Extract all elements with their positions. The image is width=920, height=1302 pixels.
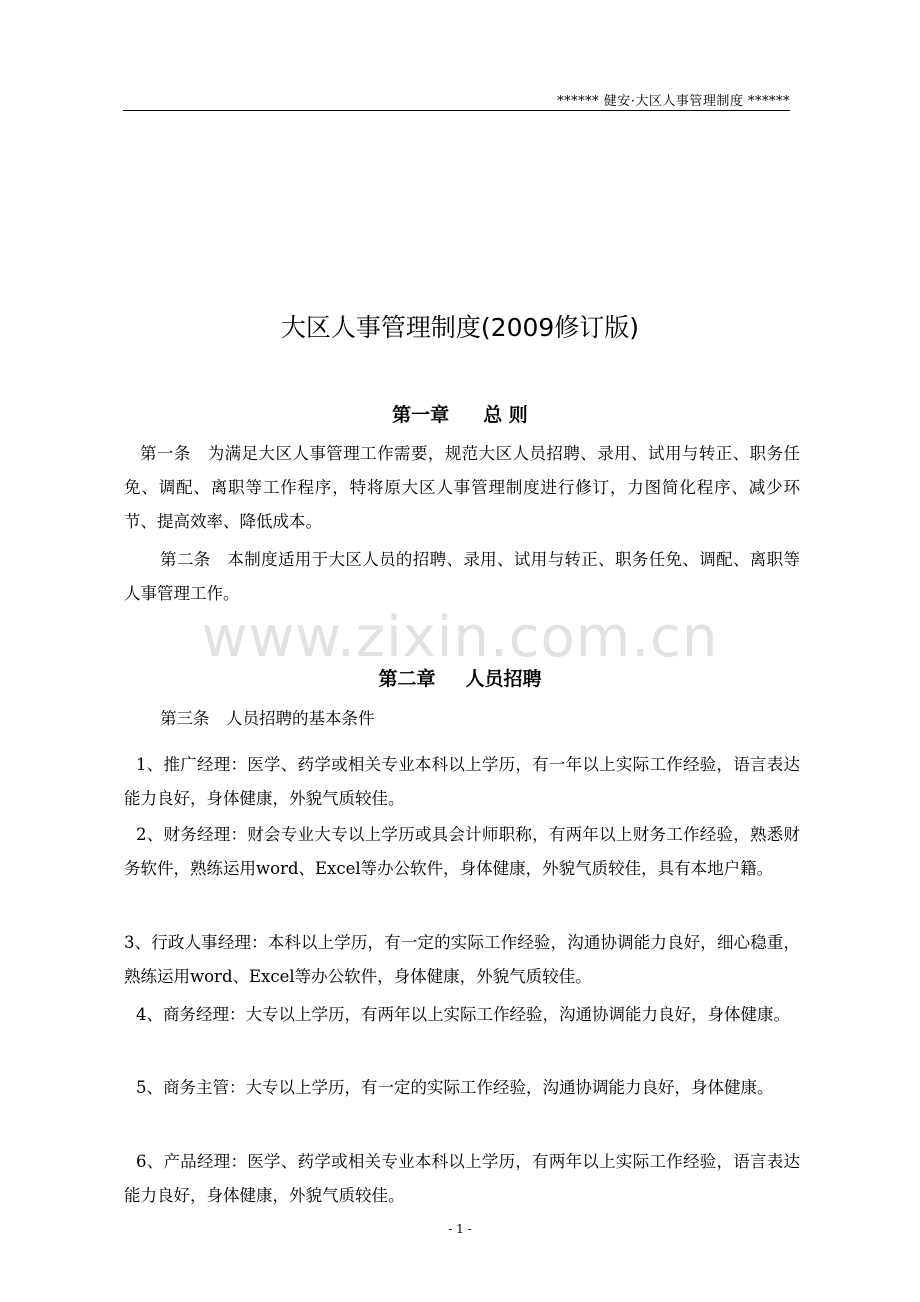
article-3: 第三条 人员招聘的基本条件	[160, 709, 375, 728]
chapter-1-number: 第一章	[392, 404, 450, 426]
list-item: 5、商务主管：大专以上学历，有一定的实际工作经验，沟通协调能力良好，身体健康。	[136, 1078, 774, 1097]
chapter-2-heading	[0, 664, 920, 691]
list-item: 4、商务经理：大专以上学历，有两年以上实际工作经验，沟通协调能力良好，身体健康。	[136, 1005, 790, 1024]
article-2: 第二条 本制度适用于大区人员的招聘、录用、试用与转正、职务任免、调配、离职等人事管理工作。	[124, 550, 800, 603]
page-number: - 1 -	[448, 1222, 472, 1236]
list-item: 1、推广经理：医学、药学或相关专业本科以上学历，有一年以上实际工作经验，语言表达能力良好，身体健康，外貌气质较佳。	[124, 755, 800, 808]
watermark: www.zixin.com.cn	[201, 605, 719, 670]
chapter-2-number: 第二章	[378, 668, 436, 690]
header-text: ****** 健安·大区人事管理制度 ******	[557, 94, 790, 109]
chapter-1-name: 总 则	[483, 404, 528, 426]
document-title: 大区人事管理制度(2009修订版)	[280, 313, 640, 342]
header-divider	[123, 110, 790, 111]
article-1: 第一条 为满足大区人事管理工作需要，规范大区人员招聘、录用、试用与转正、职务任免、调配、离职等工作程序，特将原大区人事管理制度进行修订，力图简化程序、减少环节、提高效率、降低成本。	[124, 444, 800, 531]
list-item: 3、行政人事经理：本科以上学历，有一定的实际工作经验，沟通协调能力良好，细心稳重，熟练运用word、Excel等办公软件，身体健康，外貌气质较佳。	[124, 933, 800, 986]
list-item: 2、财务经理：财会专业大专以上学历或具会计师职称，有两年以上财务工作经验，熟悉财务软件，熟练运用word、Excel等办公软件，身体健康，外貌气质较佳，具有本地户籍。	[124, 825, 800, 878]
list-item: 6、产品经理：医学、药学或相关专业本科以上学历，有两年以上实际工作经验，语言表达能力良好，身体健康，外貌气质较佳。	[124, 1152, 800, 1205]
chapter-2-name: 人员招聘	[465, 668, 542, 690]
chapter-1-heading	[0, 400, 920, 427]
